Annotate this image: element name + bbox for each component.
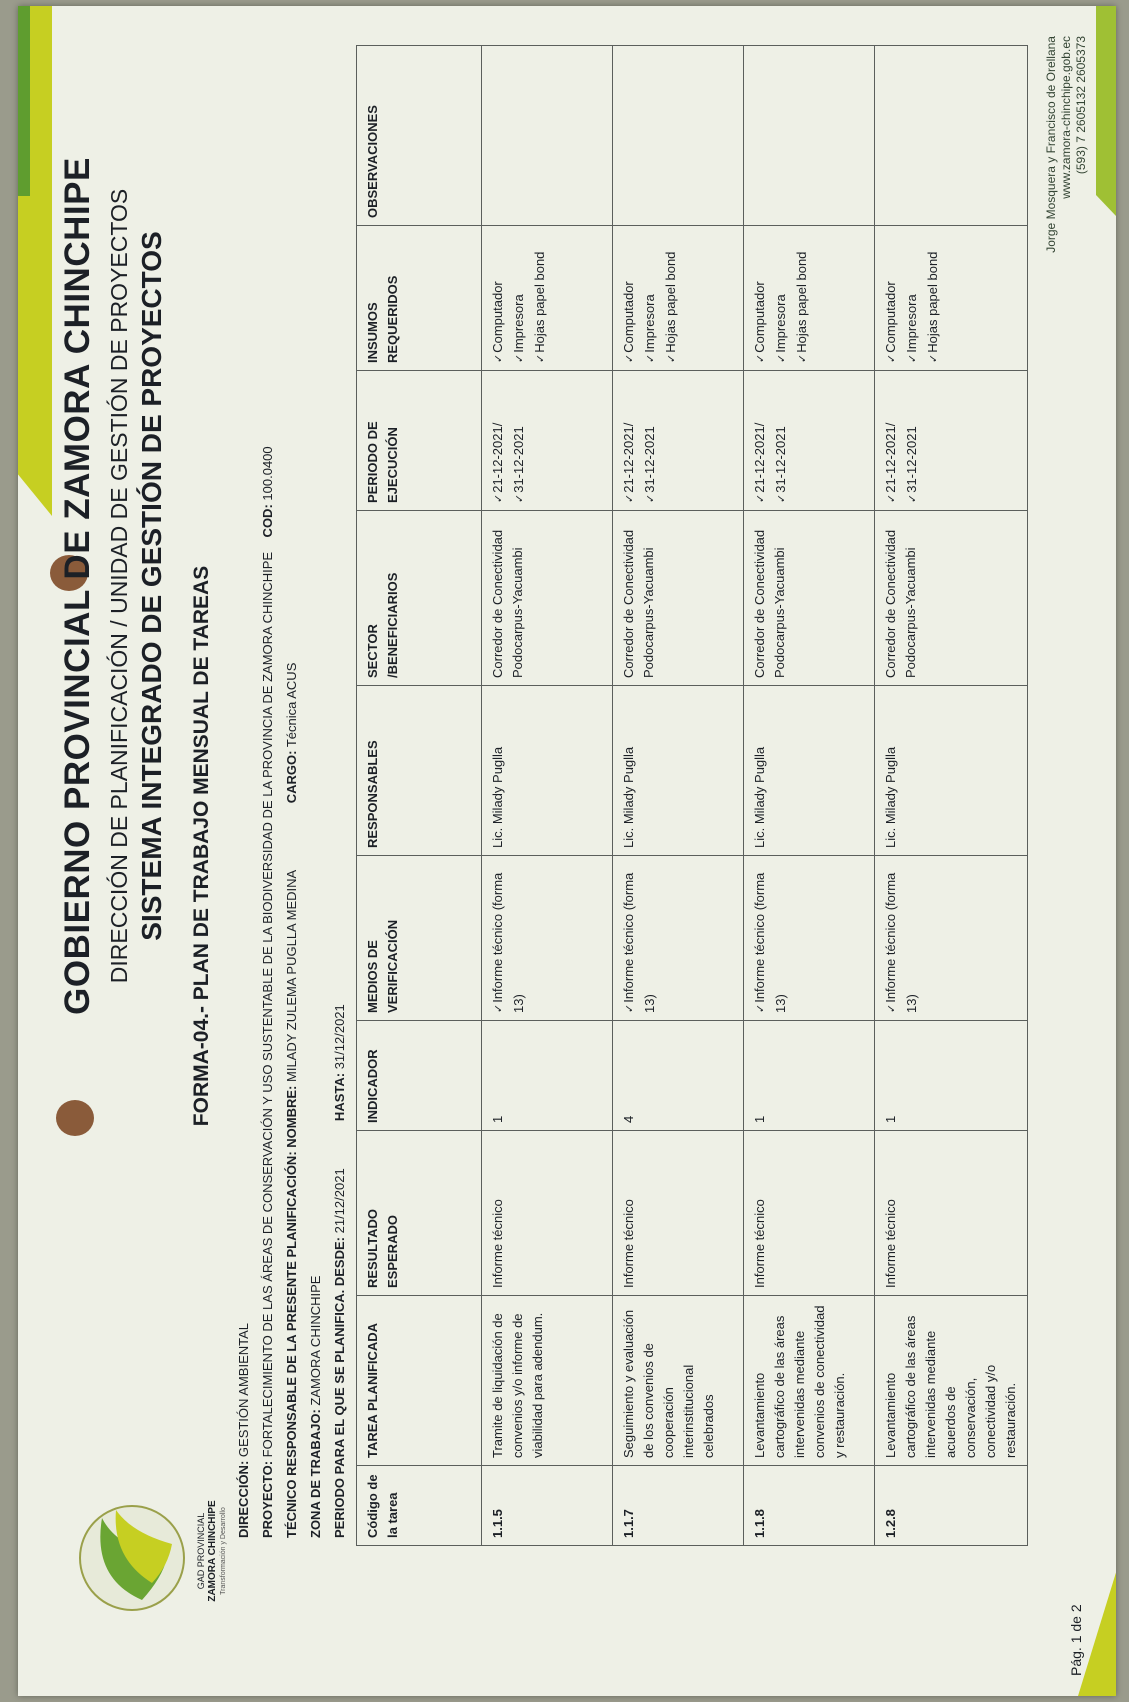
footer-phone: (593) 7 2605132 2605373 bbox=[1074, 36, 1088, 175]
cell-resultado: Informe técnico bbox=[613, 1131, 744, 1296]
check-icon bbox=[532, 353, 547, 363]
cell-responsables: Lic. Milady Puglla bbox=[482, 686, 613, 856]
cell-insumos bbox=[482, 226, 613, 371]
periodo-end: 31-12-2021 bbox=[904, 426, 919, 493]
check-icon bbox=[663, 353, 678, 363]
check-icon bbox=[904, 353, 919, 363]
header-codigo: Código de la tarea bbox=[357, 1466, 482, 1546]
check-icon bbox=[925, 353, 940, 363]
insumo-item: Hojas papel bond bbox=[925, 251, 940, 353]
hasta-label: HASTA: bbox=[332, 1072, 347, 1122]
check-icon bbox=[621, 1003, 636, 1013]
cell-tarea: Levantamiento cartográfico de las áreas intervenidas mediante convenios de conectividad y restauración. bbox=[744, 1296, 875, 1466]
insumo-item: Computador bbox=[883, 281, 898, 353]
unit-title: DIRECCIÓN DE PLANIFICACIÓN / UNIDAD DE GESTIÓN DE PROYECTOS bbox=[106, 188, 132, 984]
table-row bbox=[613, 46, 744, 1546]
nombre-value: MILADY ZULEMA PUGLLA MEDINA bbox=[284, 870, 299, 1082]
check-icon bbox=[511, 353, 526, 363]
header-periodo: PERIODO DE EJECUCIÓN bbox=[357, 371, 482, 511]
table-row bbox=[744, 46, 875, 1546]
cell-indicador: 1 bbox=[482, 1021, 613, 1131]
cell-resultado: Informe técnico bbox=[482, 1131, 613, 1296]
periodo-label: PERIODO PARA EL QUE SE PLANIFICA. bbox=[332, 1289, 347, 1538]
insumo-item: Impresora bbox=[773, 294, 788, 353]
check-icon bbox=[621, 353, 636, 363]
info-periodo bbox=[332, 1004, 347, 1538]
check-icon bbox=[642, 353, 657, 363]
desde-label: DESDE: bbox=[332, 1237, 347, 1287]
cod-value: 100.0400 bbox=[260, 446, 275, 501]
header-medios: MEDIOS DE VERIFICACIÓN bbox=[357, 856, 482, 1021]
footer-web: www.zamora-chinchipe.gob.ec bbox=[1059, 36, 1073, 199]
cell-medios bbox=[613, 856, 744, 1021]
check-icon bbox=[490, 1003, 505, 1013]
tasks-table bbox=[356, 45, 1028, 1546]
cell-periodo bbox=[875, 371, 1028, 511]
check-icon bbox=[773, 353, 788, 363]
periodo-start: 21-12-2021/ bbox=[752, 422, 767, 493]
page-number: Pág. 1 de 2 bbox=[1068, 1604, 1084, 1676]
header-sector: SECTOR /BENEFICIARIOS bbox=[357, 511, 482, 686]
insumo-item: Impresora bbox=[904, 294, 919, 353]
direccion-value: GESTIÓN AMBIENTAL bbox=[236, 1322, 251, 1458]
table-row bbox=[482, 46, 613, 1546]
cell-indicador: 1 bbox=[744, 1021, 875, 1131]
check-icon bbox=[752, 353, 767, 363]
cell-codigo: 1.1.5 bbox=[482, 1466, 613, 1546]
insumo-item: Hojas papel bond bbox=[663, 251, 678, 353]
cell-observaciones bbox=[744, 46, 875, 226]
insumo-item: Hojas papel bond bbox=[794, 251, 809, 353]
check-icon bbox=[490, 353, 505, 363]
header-responsables: RESPONSABLES bbox=[357, 686, 482, 856]
medios-text: Informe técnico (forma 13) bbox=[621, 872, 657, 1013]
cell-periodo bbox=[744, 371, 875, 511]
cell-periodo bbox=[482, 371, 613, 511]
logo-caption bbox=[196, 1476, 229, 1626]
check-icon bbox=[752, 493, 767, 503]
periodo-start: 21-12-2021/ bbox=[883, 422, 898, 493]
cell-medios bbox=[482, 856, 613, 1021]
cell-tarea: Seguimiento y evaluación de los convenios de cooperación interinstitucional celebrados bbox=[613, 1296, 744, 1466]
info-direccion bbox=[236, 1323, 251, 1538]
check-icon bbox=[883, 1003, 898, 1013]
check-icon bbox=[904, 493, 919, 503]
tecnico-label: TÉCNICO RESPONSABLE DE LA PRESENTE PLANIFICACIÓN: bbox=[284, 1151, 299, 1538]
check-icon bbox=[773, 493, 788, 503]
check-icon bbox=[511, 493, 526, 503]
cell-insumos bbox=[875, 226, 1028, 371]
check-icon bbox=[490, 493, 505, 503]
header-resultado: RESULTADO ESPERADO bbox=[357, 1131, 482, 1296]
cell-indicador: 4 bbox=[613, 1021, 744, 1131]
cell-responsables: Lic. Milady Puglla bbox=[744, 686, 875, 856]
logo-line1: GAD PROVINCIAL bbox=[196, 1512, 206, 1590]
insumo-item: Computador bbox=[490, 281, 505, 353]
cargo-label: CARGO: bbox=[284, 750, 299, 804]
insumo-item: Impresora bbox=[642, 294, 657, 353]
cell-tarea: Tramite de liquidación de convenios y/o informe de viabilidad para adendum. bbox=[482, 1296, 613, 1466]
table-row bbox=[875, 46, 1028, 1546]
periodo-start: 21-12-2021/ bbox=[490, 422, 505, 493]
check-icon bbox=[752, 1003, 767, 1013]
cell-codigo: 1.2.8 bbox=[875, 1466, 1028, 1546]
cell-sector: Corredor de Conectividad Podocarpus-Yacuambi bbox=[482, 511, 613, 686]
zona-label: ZONA DE TRABAJO: bbox=[308, 1409, 323, 1538]
nombre-label: NOMBRE: bbox=[284, 1085, 299, 1148]
check-icon bbox=[883, 493, 898, 503]
header-indicador: INDICADOR bbox=[357, 1021, 482, 1131]
cell-medios bbox=[744, 856, 875, 1021]
check-icon bbox=[794, 353, 809, 363]
medios-text: Informe técnico (forma 13) bbox=[752, 872, 788, 1013]
proyecto-label: PROYECTO: bbox=[260, 1460, 275, 1538]
rotated-sheet bbox=[18, 6, 1116, 1696]
check-icon bbox=[883, 353, 898, 363]
cell-insumos bbox=[744, 226, 875, 371]
cell-sector: Corredor de Conectividad Podocarpus-Yacuambi bbox=[875, 511, 1028, 686]
cell-tarea: Levantamiento cartográfico de las áreas intervenidas mediante acuerdos de conservación, conectividad y/o restauración. bbox=[875, 1296, 1028, 1466]
info-tecnico bbox=[284, 663, 299, 1538]
check-icon bbox=[642, 493, 657, 503]
cell-responsables: Lic. Milady Puglla bbox=[613, 686, 744, 856]
header-insumos: INSUMOS REQUERIDOS bbox=[357, 226, 482, 371]
proyecto-value: FORTALECIMIENTO DE LAS ÁREAS DE CONSERVACIÓN Y USO SUSTENTABLE DE LA BIODIVERSIDAD DE LA PROVINCIA DE ZAMORA CHINCHIPE bbox=[260, 551, 275, 1458]
periodo-end: 31-12-2021 bbox=[773, 426, 788, 493]
desde-value: 21/12/2021 bbox=[332, 1168, 347, 1234]
cell-observaciones bbox=[482, 46, 613, 226]
table-header-row bbox=[357, 46, 482, 1546]
header-dark-band bbox=[18, 6, 30, 196]
cell-responsables: Lic. Milady Puglla bbox=[875, 686, 1028, 856]
check-icon bbox=[621, 493, 636, 503]
form-title: FORMA-04.- PLAN DE TRABAJO MENSUAL DE TAREAS bbox=[190, 565, 213, 1127]
info-proyecto bbox=[260, 446, 275, 1538]
medios-text: Informe técnico (forma 13) bbox=[883, 872, 919, 1013]
insumo-item: Computador bbox=[752, 281, 767, 353]
cell-sector: Corredor de Conectividad Podocarpus-Yacuambi bbox=[613, 511, 744, 686]
cell-periodo bbox=[613, 371, 744, 511]
cod-label: COD: bbox=[260, 504, 275, 538]
cell-codigo: 1.1.8 bbox=[744, 1466, 875, 1546]
cell-observaciones bbox=[613, 46, 744, 226]
cell-codigo: 1.1.7 bbox=[613, 1466, 744, 1546]
periodo-end: 31-12-2021 bbox=[511, 426, 526, 493]
footer-contact bbox=[1044, 36, 1089, 636]
logo-line3: Transformación y Desarrollo bbox=[220, 1507, 227, 1595]
header-tarea: TAREA PLANIFICADA bbox=[357, 1296, 482, 1466]
medios-text: Informe técnico (forma 13) bbox=[490, 872, 526, 1013]
insumo-item: Impresora bbox=[511, 294, 526, 353]
system-title: SISTEMA INTEGRADO DE GESTIÓN DE PROYECTOS bbox=[136, 231, 167, 941]
footer-green-band bbox=[1096, 6, 1116, 216]
direccion-label: DIRECCIÓN: bbox=[236, 1460, 251, 1538]
insumo-item: Computador bbox=[621, 281, 636, 353]
cell-sector: Corredor de Conectividad Podocarpus-Yacuambi bbox=[744, 511, 875, 686]
cell-resultado: Informe técnico bbox=[875, 1131, 1028, 1296]
cell-insumos bbox=[613, 226, 744, 371]
cell-resultado: Informe técnico bbox=[744, 1131, 875, 1296]
info-zona bbox=[308, 1276, 323, 1538]
hasta-value: 31/12/2021 bbox=[332, 1004, 347, 1070]
org-title: GOBIERNO PROVINCIAL DE ZAMORA CHINCHIPE bbox=[58, 157, 97, 1015]
cell-indicador: 1 bbox=[875, 1021, 1028, 1131]
periodo-start: 21-12-2021/ bbox=[621, 422, 636, 493]
zona-value: ZAMORA CHINCHIPE bbox=[308, 1275, 323, 1406]
header-observaciones: OBSERVACIONES bbox=[357, 46, 482, 226]
periodo-end: 31-12-2021 bbox=[642, 426, 657, 493]
footer-address: Jorge Mosquera y Francisco de Orellana bbox=[1044, 36, 1058, 253]
cell-observaciones bbox=[875, 46, 1028, 226]
cell-medios bbox=[875, 856, 1028, 1021]
logo-line2: ZAMORA CHINCHIPE bbox=[207, 1500, 218, 1602]
document-page bbox=[18, 6, 1116, 1696]
cargo-value: Técnica ACUS bbox=[284, 662, 299, 748]
insumo-item: Hojas papel bond bbox=[532, 251, 547, 353]
gad-logo-icon bbox=[72, 1498, 192, 1618]
